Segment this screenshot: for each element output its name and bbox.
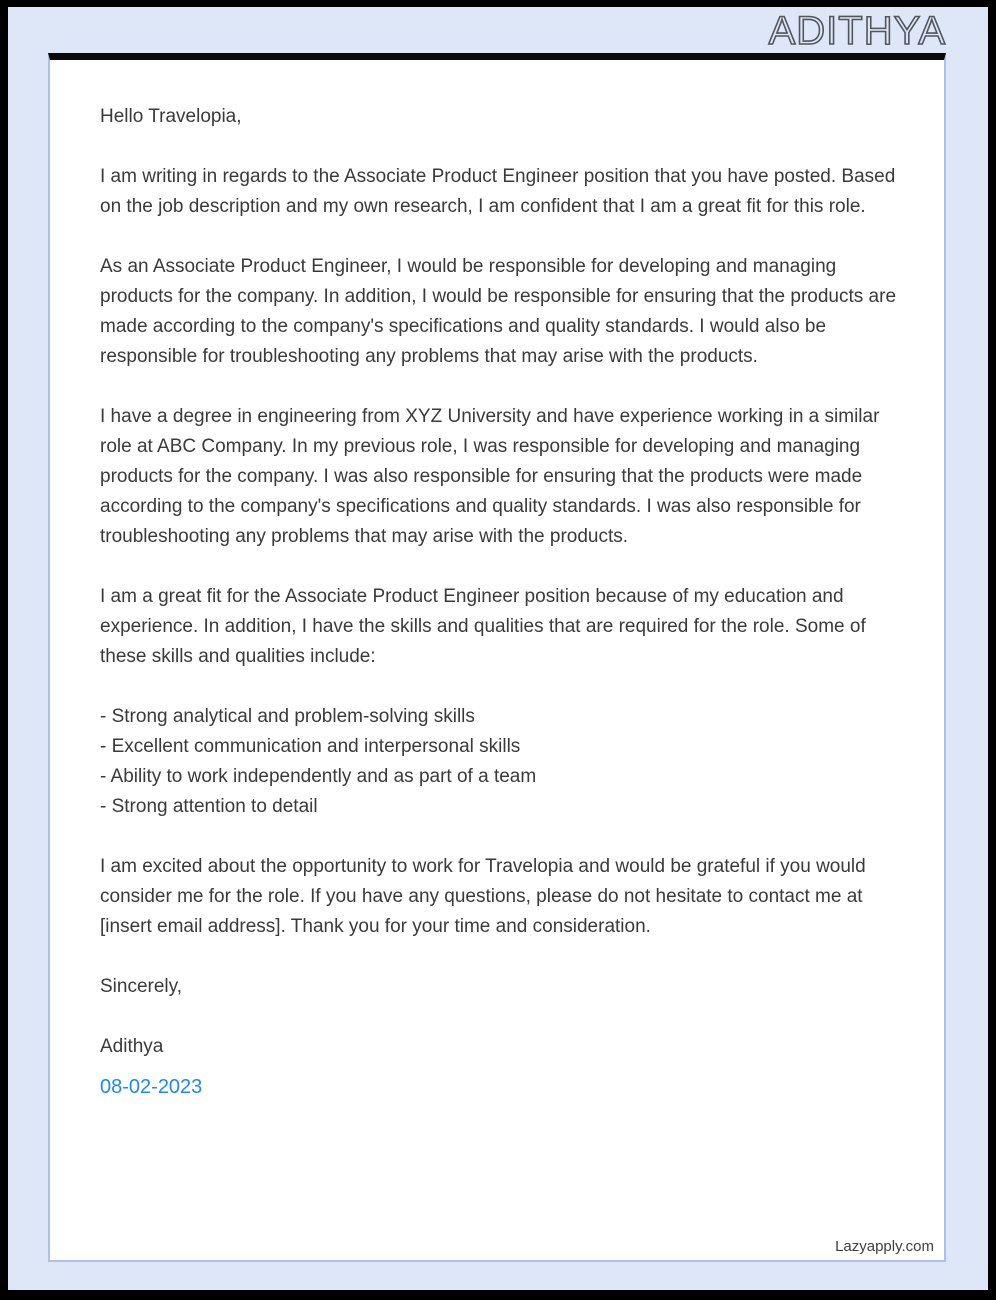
letter-paragraph-closing: I am excited about the opportunity to work for Travelopia and would be grateful if you would consider me for the role. If you have any questions, please do not hesitate to contact me at [insert email address]. Thank you for your time and consideration. <box>100 856 866 937</box>
letter-paragraph-intro: I am writing in regards to the Associate Product Engineer position that you have posted. Based on the job description and my own research, I am confident that I am a great fit for this role. <box>100 166 896 217</box>
watermark-link[interactable]: Lazyapply.com <box>835 1238 934 1255</box>
signature-name: Adithya <box>100 1036 164 1057</box>
sign-off-line: Sincerely, <box>100 976 183 997</box>
letter-body <box>100 102 896 1102</box>
skills-list <box>100 702 896 822</box>
brand-logo: ADITHYA <box>768 9 946 53</box>
skill-item: - Excellent communication and interpersonal skills <box>100 736 521 757</box>
skill-item: - Ability to work independently and as part of a team <box>100 766 537 787</box>
brand-header <box>48 7 946 53</box>
date-text[interactable]: 08-02-2023 <box>100 1076 203 1098</box>
letter-paragraph-experience: I have a degree in engineering from XYZ University and have experience working in a similar role at ABC Company. In my previous role, I was responsible for developing and managing products for the company. I was also responsible for ensuring that the products were made according to the company's specifications and quality standards. I was also responsible for troubleshooting any problems that may arise with the products. <box>100 406 880 547</box>
skill-item: - Strong analytical and problem-solving skills <box>100 706 475 727</box>
letter-document <box>48 53 946 1262</box>
skill-item: - Strong attention to detail <box>100 796 318 817</box>
letter-paragraph-responsibilities: As an Associate Product Engineer, I would be responsible for developing and managing products for the company. In addition, I would be responsible for ensuring that the products are made according to the company's specifications and quality standards. I would also be responsible for troubleshooting any problems that may arise with the products. <box>100 256 897 367</box>
greeting-line: Hello Travelopia, <box>100 106 242 127</box>
letter-paragraph-fit: I am a great fit for the Associate Product Engineer position because of my education and experience. In addition, I have the skills and qualities that are required for the role. Some of these skills and qualities include: <box>100 586 866 667</box>
